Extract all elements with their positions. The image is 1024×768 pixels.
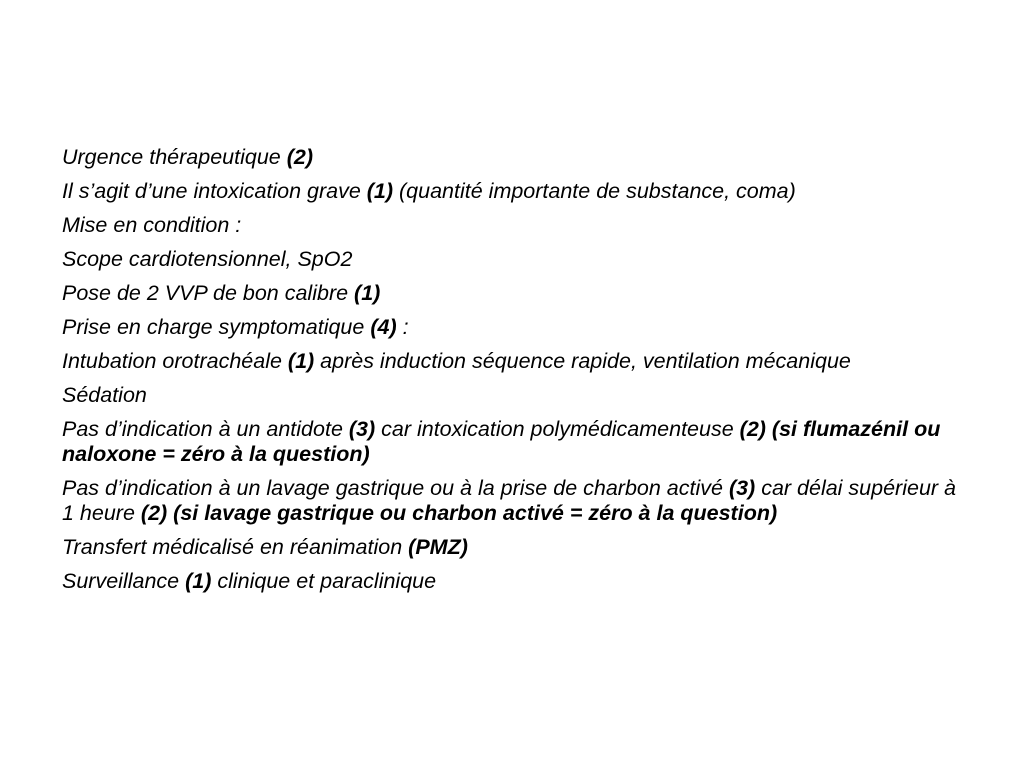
line-vvp — [62, 281, 962, 306]
score-badge: (1) — [366, 179, 394, 203]
line-intoxication-grave — [62, 179, 962, 204]
score-badge: (1) — [354, 281, 381, 305]
line-text: Urgence thérapeutique — [62, 145, 287, 169]
line-prise-en-charge — [62, 315, 962, 340]
score-badge: (4) — [370, 315, 397, 339]
line-text: Scope cardiotensionnel, SpO2 — [62, 247, 353, 271]
line-antidote — [62, 417, 962, 467]
score-badge: (2) — [286, 145, 313, 169]
line-sedation — [62, 383, 962, 408]
line-text: car délai supérieur à 1 heure — [62, 476, 956, 525]
line-text: Prise en charge symptomatique — [62, 315, 371, 339]
line-text: clinique et paraclinique — [211, 569, 437, 593]
score-badge: (1) — [287, 349, 315, 373]
line-text: Sédation — [62, 383, 147, 407]
line-text: (quantité importante de substance, coma) — [393, 179, 796, 203]
line-lavage — [62, 476, 962, 526]
line-mise-en-condition — [62, 213, 962, 238]
line-text: car intoxication polymédicamenteuse — [375, 417, 740, 441]
line-text: Intubation orotrachéale — [62, 349, 288, 373]
score-badge: (2) (si flumazénil ou naloxone = zéro à la question) — [62, 417, 941, 466]
line-text: : — [396, 315, 409, 339]
score-badge: (3) — [728, 476, 756, 500]
line-surveillance — [62, 569, 962, 594]
line-intubation — [62, 349, 962, 374]
line-text: Surveillance — [62, 569, 186, 593]
score-badge: (1) — [185, 569, 212, 593]
line-scope — [62, 247, 962, 272]
slide-content — [62, 145, 962, 603]
line-transfert — [62, 535, 962, 560]
line-text: après induction séquence rapide, ventilation mécanique — [314, 349, 851, 373]
line-text: Il s’agit d’une intoxication grave — [62, 179, 367, 203]
line-text: Pas d’indication à un antidote — [62, 417, 349, 441]
line-text: Transfert médicalisé en réanimation — [62, 535, 409, 559]
line-text: Pas d’indication à un lavage gastrique ou à la prise de charbon activé — [62, 476, 729, 500]
line-text: Pose de 2 VVP de bon calibre — [62, 281, 355, 305]
line-urgence — [62, 145, 962, 170]
score-badge: (PMZ) — [408, 535, 468, 559]
score-badge: (2) (si lavage gastrique ou charbon activé = zéro à la question) — [140, 501, 778, 525]
line-text: Mise en condition : — [62, 213, 242, 237]
score-badge: (3) — [348, 417, 376, 441]
